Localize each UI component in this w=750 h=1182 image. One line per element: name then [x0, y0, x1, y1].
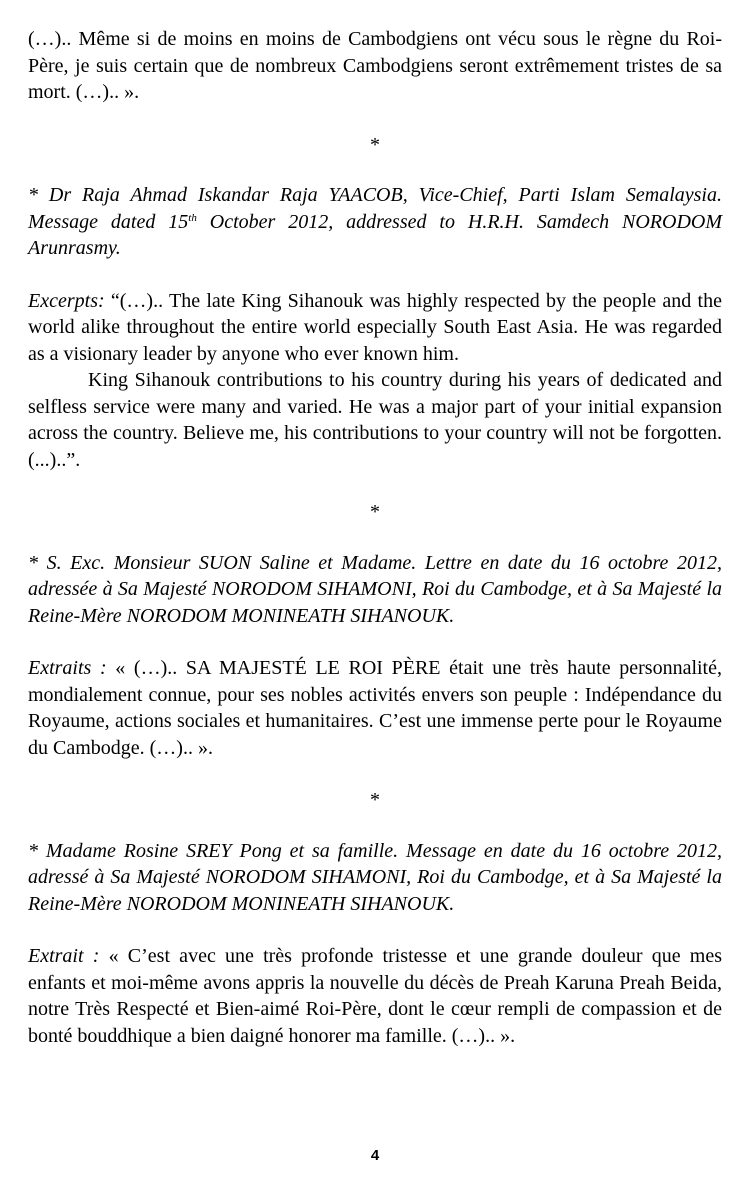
entry-header-text: October 2012, addressed to H.R.H. Samdech NORODOM Arunrasmy.	[28, 210, 723, 259]
entry-header-text: * Dr Raja Ahmad Iskandar Raja YAACOB, Vice-Chief, Parti Islam Semalaysia. Message dated 15	[28, 184, 722, 233]
ordinal-suffix: th	[188, 211, 197, 224]
excerpt-paragraph	[28, 655, 722, 761]
excerpt-paragraph: King Sihanouk contributions to his country during his years of dedicated and selfless service were many and varied. He was a major part of your initial expansion across the country. Believe me, his contributions to your country will not be forgotten. (...)..”.	[28, 369, 722, 471]
separator-star: *	[370, 789, 380, 811]
entry-header: * Madame Rosine SREY Pong et sa famille. Message en date du 16 octobre 2012, adressé à Sa Majesté NORODOM SIHAMONI, Roi du Cambodge, et à Sa Majesté la Reine-Mère NORODOM MONINEATH SIHANOUK.	[28, 839, 722, 915]
excerpt-paragraph	[28, 288, 722, 368]
entry-header: * S. Exc. Monsieur SUON Saline et Madame. Lettre en date du 16 octobre 2012, adressée à Sa Majesté NORODOM SIHAMONI, Roi du Cambodge, et à Sa Majesté la Reine-Mère NORODOM MONINEATH SIHANOUK.	[28, 551, 722, 627]
excerpt-text: « (…).. SA MAJESTÉ LE ROI PÈRE était une très haute personnalité, mondialement connue, pour ses nobles activités envers son peuple : Indépendance du Royaume, actions sociales et humanitaires. C’est une immense perte pour le Royaume du Cambodge. (…).. ».	[28, 657, 722, 759]
excerpt-label: Extrait :	[28, 945, 100, 967]
excerpt-label: Excerpts:	[28, 289, 105, 312]
separator-star: *	[370, 501, 380, 523]
intro-paragraph: (…).. Même si de moins en moins de Cambodgiens ont vécu sous le règne du Roi-Père, je suis certain que de nombreux Cambodgiens seront extrêmement tristes de sa mort. (…).. ».	[28, 28, 722, 103]
excerpt-text: « C’est avec une très profonde tristesse et une grande douleur que mes enfants et moi-même avons appris la nouvelle du décès de Preah Karuna Preah Beida, notre Très Respecté et Bien-aimé Roi-Père, dont le cœur rempli de compassion et de bonté bouddhique a bien daigné honorer ma famille. (…).. ».	[28, 945, 722, 1047]
page-body	[28, 26, 722, 1049]
separator-star: *	[370, 133, 380, 156]
excerpt-label: Extraits :	[28, 657, 107, 679]
page-number: 4	[370, 1147, 380, 1164]
entry-header	[28, 182, 722, 262]
excerpt-paragraph	[28, 943, 722, 1049]
excerpt-text: “(…).. The late King Sihanouk was highly respected by the people and the world alike throughout the entire world especially South East Asia. He was regarded as a visionary leader by anyone who ever known him.	[28, 289, 722, 365]
